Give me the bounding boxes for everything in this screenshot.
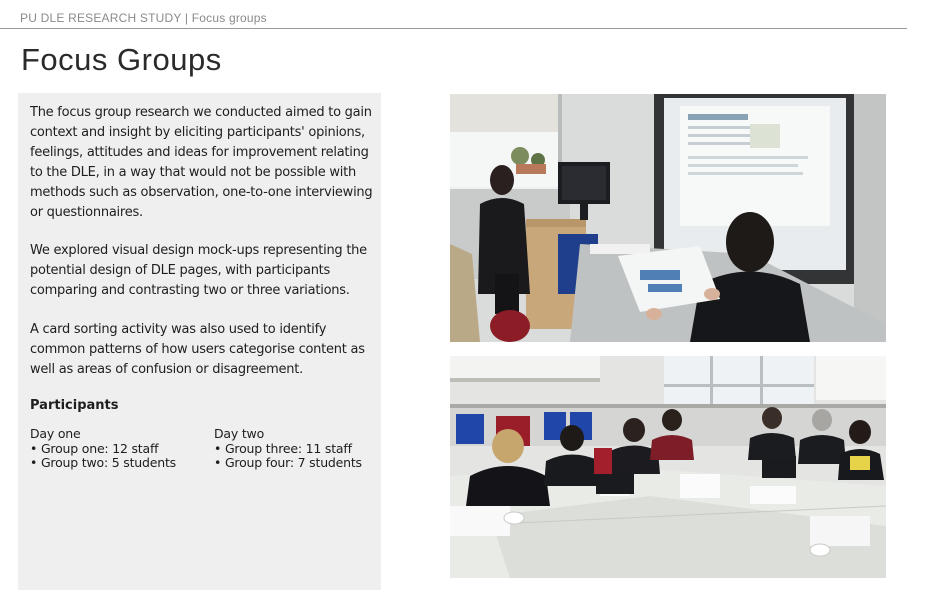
workshop-photo: [450, 356, 886, 578]
day-one-column: [30, 427, 176, 471]
group-three-item: • Group three: 11 staff: [214, 440, 352, 456]
intro-paragraph-1: The focus group research we conducted aimed to gain context and insight by eliciting participants' opinions, feelings, attitudes and ideas for improvement relating to the DLE, in a way that would not be possible with methods such as observation, one-to-one interviewing or questionnaires.: [30, 105, 373, 220]
group-four-item: • Group four: 7 students: [214, 455, 362, 470]
day-one-label: Day one: [30, 426, 81, 441]
intro-paragraph-3: A card sorting activity was also used to identify common patterns of how users categorise content as well as areas of confusion or disagreement.: [30, 322, 365, 377]
day-two-label: Day two: [214, 426, 265, 441]
participants-heading: Participants: [30, 398, 119, 413]
text-panel: [18, 93, 381, 590]
header-divider: [0, 28, 907, 29]
group-two-item: • Group two: 5 students: [30, 455, 176, 470]
group-one-item: • Group one: 12 staff: [30, 440, 159, 456]
breadcrumb: PU DLE RESEARCH STUDY | Focus groups: [20, 11, 267, 25]
intro-paragraph-2: We explored visual design mock-ups representing the potential design of DLE pages, with participants comparing and contrasting two or three variations.: [30, 243, 367, 298]
day-two-column: [214, 427, 362, 471]
presentation-photo: [450, 94, 886, 342]
page-title: Focus Groups: [21, 42, 222, 77]
